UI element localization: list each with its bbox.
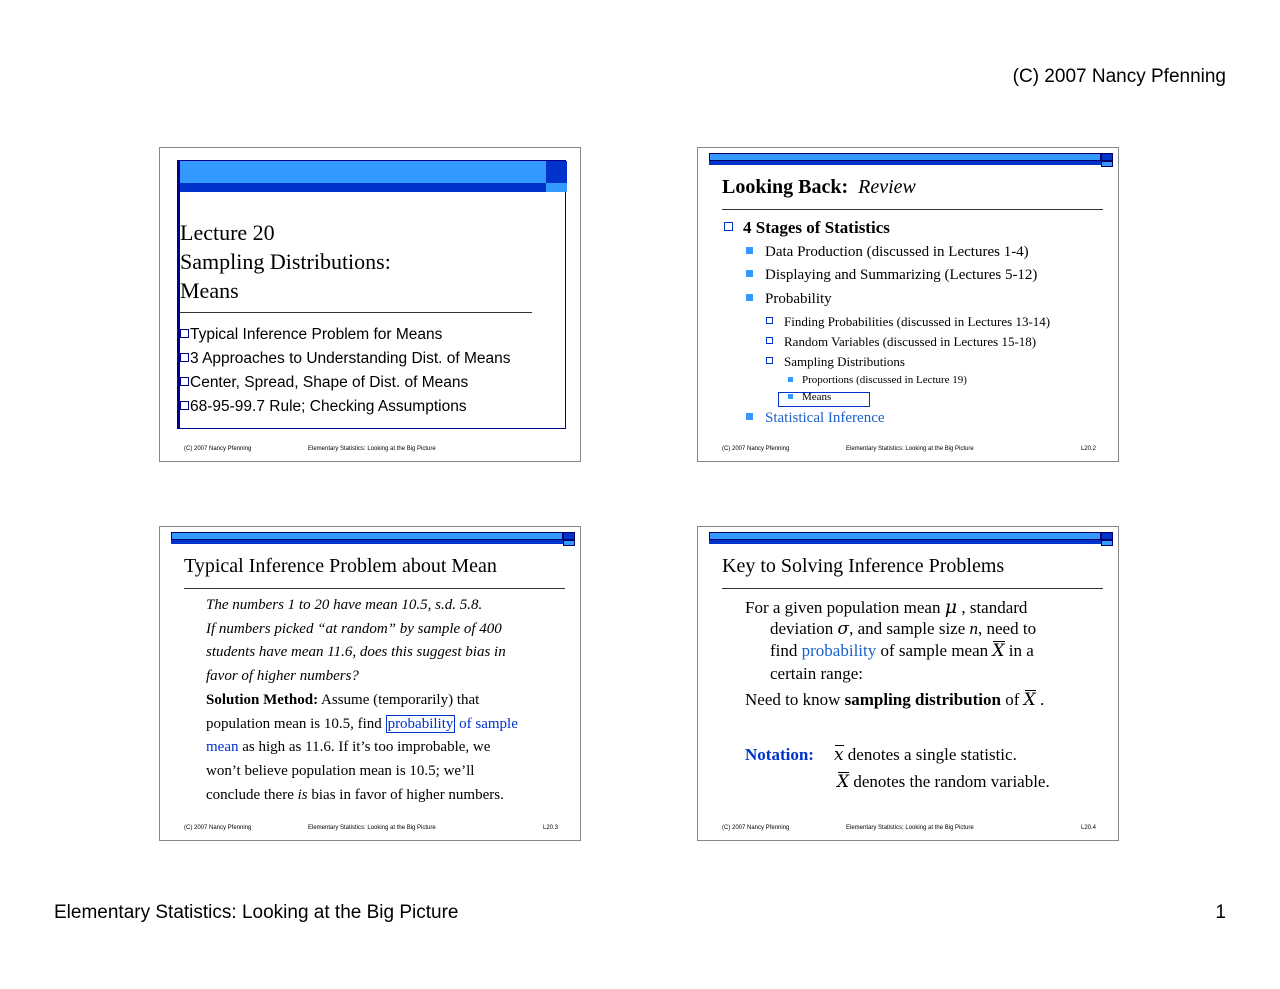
list-item: Typical Inference Problem for Means (180, 323, 511, 347)
slide-title (159, 147, 581, 462)
title-line: Lecture 20 (180, 220, 275, 245)
square-bullet-icon (746, 413, 753, 420)
body-line: find probability of sample mean X in a (770, 641, 1034, 661)
checkbox-bullet-icon (180, 401, 189, 410)
title-line: Means (180, 278, 239, 303)
body-line: certain range: (770, 664, 863, 683)
decorative-square (1101, 540, 1113, 546)
decorative-square (1101, 153, 1113, 161)
decorative-bar (180, 161, 549, 184)
square-bullet-icon (746, 247, 753, 254)
checkbox-bullet-icon (180, 377, 189, 386)
checkbox-bullet-icon (180, 353, 189, 362)
list-item: Finding Probabilities (discussed in Lectures 13-14) (766, 314, 1050, 330)
slide-body: The numbers 1 to 20 have mean 10.5, s.d. 5.8. If numbers picked “at random” by sample of 400 students have mean 11.6, does this suggest bias in favor of higher numbers? Solution Method: Assume (temporarily) that population mean is 10.5, find probability of sample mean as high as 11.6. If it’s too improbable, we won’t believe population mean is 10.5; we’ll conclude there is bias in favor of higher numbers. (206, 597, 518, 803)
list-item: 3 Approaches to Understanding Dist. of Means (180, 347, 511, 371)
lecture-title (180, 218, 391, 305)
decorative-square (563, 540, 575, 546)
slide-key-to-solving (697, 526, 1119, 841)
page-header: (C) 2007 Nancy Pfenning (1012, 66, 1226, 87)
decorative-bar (180, 183, 548, 192)
slide-footer-course: Elementary Statistics: Looking at the Big Picture (308, 446, 436, 452)
decorative-bar (709, 153, 1101, 161)
decorative-bar (171, 540, 563, 544)
divider (184, 588, 565, 589)
decorative-square (1101, 161, 1113, 167)
body-line: Need to know sampling distribution of X . (745, 690, 1045, 710)
hollow-bullet-icon (724, 222, 733, 231)
slide-footer-author: (C) 2007 Nancy Pfenning (184, 825, 252, 831)
list-item: Center, Spread, Shape of Dist. of Means (180, 371, 511, 395)
slide-number: L20.3 (543, 825, 559, 831)
square-bullet-icon (746, 270, 753, 277)
decorative-square (563, 532, 575, 540)
checkbox-bullet-icon (180, 329, 189, 338)
slide-footer-course: Elementary Statistics: Looking at the Big Picture (308, 825, 436, 831)
slide-inference-problem (159, 526, 581, 841)
square-bullet-icon (788, 394, 793, 399)
decorative-bar (709, 540, 1101, 544)
slide-title: Looking Back: Review (722, 176, 916, 198)
list-item: Sampling Distributions (766, 354, 905, 370)
decorative-square (546, 161, 567, 183)
list-item: Statistical Inference (746, 410, 885, 427)
decorative-square (1101, 532, 1113, 540)
hollow-bullet-icon (766, 337, 773, 344)
divider (722, 209, 1103, 210)
body-line: deviation σ, and sample size n, need to (770, 619, 1037, 639)
divider (180, 312, 532, 313)
divider (722, 588, 1103, 589)
decorative-bar (709, 532, 1101, 540)
list-item: Means (788, 391, 831, 403)
decorative-bar (709, 161, 1101, 165)
decorative-bar (171, 532, 563, 540)
slide-title: Key to Solving Inference Problems (722, 555, 1005, 577)
list-item: Random Variables (discussed in Lectures 15-18) (766, 334, 1036, 350)
slide-footer-course: Elementary Statistics: Looking at the Big Picture (846, 825, 974, 831)
slide-footer-author: (C) 2007 Nancy Pfenning (722, 446, 790, 452)
title-line: Sampling Distributions: (180, 249, 391, 274)
list-item: Probability (746, 291, 832, 308)
topic-list (180, 323, 511, 419)
list-item: 4 Stages of Statistics (724, 218, 890, 238)
list-item: Proportions (discussed in Lecture 19) (788, 374, 967, 386)
list-item: 68-95-99.7 Rule; Checking Assumptions (180, 395, 511, 419)
square-bullet-icon (788, 377, 793, 382)
slide-footer-author: (C) 2007 Nancy Pfenning (184, 446, 252, 452)
body-line: For a given population mean μ , standard (745, 596, 1028, 618)
highlight-box: probability (387, 715, 454, 732)
page-number: 1 (1215, 902, 1226, 923)
slide-looking-back (697, 147, 1119, 462)
slide-footer-course: Elementary Statistics: Looking at the Big Picture (846, 446, 974, 452)
decorative-square (546, 183, 567, 192)
slide-number: L20.2 (1081, 446, 1097, 452)
slide-number: L20.4 (1081, 825, 1097, 831)
list-item: Data Production (discussed in Lectures 1-4) (746, 244, 1029, 261)
hollow-bullet-icon (766, 357, 773, 364)
list-item: Displaying and Summarizing (Lectures 5-12) (746, 267, 1037, 284)
slide-title: Typical Inference Problem about Mean (184, 555, 497, 577)
notation-line: Notation: x denotes a single statistic. (745, 745, 1017, 765)
square-bullet-icon (746, 294, 753, 301)
page-footer-title: Elementary Statistics: Looking at the Big Picture (54, 902, 459, 923)
hollow-bullet-icon (766, 317, 773, 324)
slide-footer-author: (C) 2007 Nancy Pfenning (722, 825, 790, 831)
notation-line: X denotes the random variable. (837, 772, 1050, 792)
